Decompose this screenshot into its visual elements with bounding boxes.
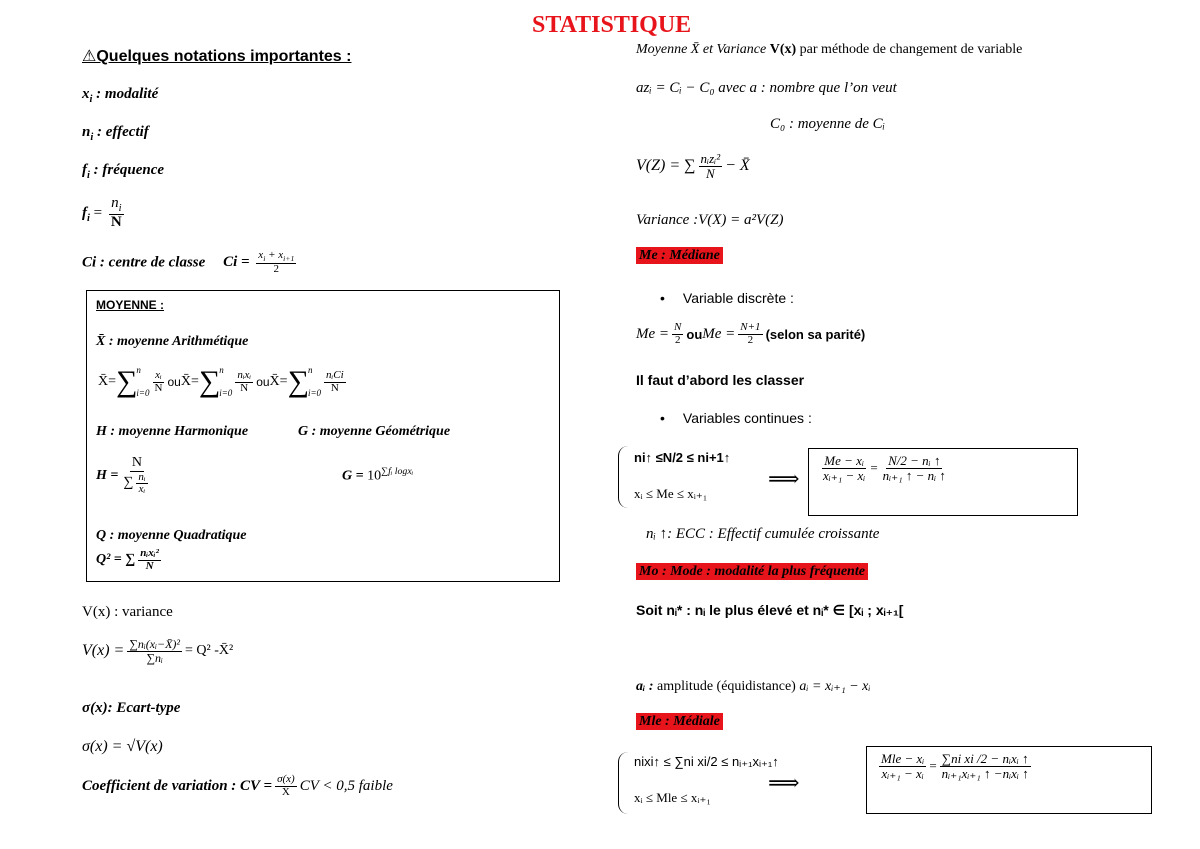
- variables-continues-item: • Variables continues :: [660, 410, 812, 426]
- median-cont-line2: xᵢ ≤ Me ≤ xᵢ₊₁: [634, 486, 708, 501]
- variable-discrete-item: • Variable discrète :: [660, 290, 794, 306]
- geometric-mean-label: G : moyenne Géométrique: [298, 424, 451, 439]
- notation-fi: $f_i$ : fréquence: [82, 162, 165, 181]
- mode-header: Mo : Mode : modalité la plus fréquente: [636, 564, 868, 580]
- classer-note: Il faut d’abord les classer: [636, 372, 805, 388]
- mediale-interp-formula: $\frac{\text{Mle − xᵢ}}{\text{xᵢ₊₁ − xᵢ}}$ = $\frac{\text{∑ni xi /2 − nᵢxᵢ ↑}}{\text{nᵢ₊₁xᵢ₊₁ ↑ −nᵢxᵢ ↑}}$: [881, 751, 1029, 781]
- variance-label: V(x) : variance: [82, 604, 173, 620]
- median-discrete-formula: Me = $\frac{N}{2}$ ou Me = $\frac{N+1}{2}$ (selon sa parité): [636, 321, 866, 346]
- page-title: STATISTIQUE: [532, 12, 692, 38]
- moyenne-header: MOYENNE :: [96, 298, 165, 312]
- std-dev-formula: σ(x) = √V(x): [82, 738, 163, 755]
- amplitude-definition: aᵢ : amplitude (équidistance) aᵢ = xᵢ₊₁ − xᵢ: [636, 679, 871, 694]
- mediale-arrow-icon: ⟹: [768, 770, 800, 795]
- change-variable-formula: azᵢ = Cᵢ − C₀ avec a : nombre que l’on veut: [636, 80, 897, 96]
- harmonic-mean-label: H : moyenne Harmonique: [96, 424, 249, 439]
- mediale-line2: xᵢ ≤ Mle ≤ xᵢ₊₁: [634, 790, 711, 805]
- notation-xi: $x_i$ : modalité: [82, 86, 159, 105]
- geometric-mean-formula: $G = 10^{\sum fᵢ logxᵢ}$: [342, 466, 414, 484]
- mode-definition: Soit nᵢ* : nᵢ le plus élevé et nᵢ* ∈ [xᵢ ; xᵢ₊₁[: [636, 602, 904, 618]
- mediale-bracket: [618, 752, 629, 814]
- arithmetic-mean-formulas: X̄ = ∑ n i=0 $\frac{\text{xᵢ}}{N}$ ou X̄ = ∑ n i=0 $\frac{\text{nᵢxᵢ}}{N}$ ou X̄ = ∑ n i=0 $\frac{\text{nᵢCi}}{N}$: [98, 365, 344, 398]
- notation-ni: $n_i$ : effectif: [82, 124, 149, 143]
- median-bracket: [618, 446, 629, 508]
- harmonic-mean-formula: H = N ∑ $\frac{\text{nᵢ}}{\text{xᵢ}}$: [96, 455, 146, 496]
- notations-header: ⚠Quelques notations importantes :: [82, 48, 352, 65]
- ecc-definition: nᵢ ↑: ECC : Effectif cumulée croissante: [646, 526, 880, 542]
- median-cont-line1: ni↑ ≤N/2 ≤ ni+1↑: [634, 450, 731, 465]
- median-arrow-icon: ⟹: [768, 466, 800, 491]
- mediale-line1: nixi↑ ≤ ∑ni xi/2 ≤ nᵢ₊₁xᵢ₊₁↑: [634, 754, 779, 769]
- vz-formula: V(Z) = ∑ $\frac{\text{nᵢzᵢ²}}{N}$ − X̄: [636, 151, 750, 181]
- mean-variance-title: Moyenne X̄ et Variance V(x) par méthode de changement de variable: [636, 42, 1023, 57]
- quadratic-mean-formula: Q² = ∑ $\frac{\text{nᵢxᵢ²}}{N}$: [96, 547, 159, 572]
- variance-vz-formula: Variance :V(X) = a²V(Z): [636, 212, 784, 228]
- median-interp-formula: $\frac{\text{Me − xᵢ}}{\text{xᵢ₊₁ − xᵢ}}$ = $\frac{\text{N/2 − nᵢ ↑}}{\text{nᵢ₊₁ ↑ − nᵢ ↑}}$: [823, 453, 946, 483]
- quadratic-mean-label: Q : moyenne Quadratique: [96, 528, 247, 543]
- mediane-header: Me : Médiane: [636, 248, 723, 264]
- variance-formula: V(x) = $\frac{\text{∑nᵢ(xᵢ−X̄)²}}{\text{∑nᵢ}}$ = Q² -X̄²: [82, 637, 234, 665]
- class-center-formula: Ci : centre de classe Ci = $\frac{x_i + x_{i+1}}{2}$: [82, 249, 295, 276]
- coefficient-variation: Coefficient de variation : CV = $\frac{\sigma(x)}{X̄}$ CV < 0,5 faible: [82, 773, 393, 798]
- frequency-formula: $f_i$ = $\frac{n_i}{N}$: [82, 195, 122, 231]
- arithmetic-mean-label: X̄ : moyenne Arithmétique: [96, 334, 249, 349]
- c0-definition: C₀ : moyenne de Cᵢ: [770, 116, 886, 132]
- std-dev-label: σ(x): Ecart-type: [82, 700, 181, 716]
- mediale-header: Mle : Médiale: [636, 714, 723, 730]
